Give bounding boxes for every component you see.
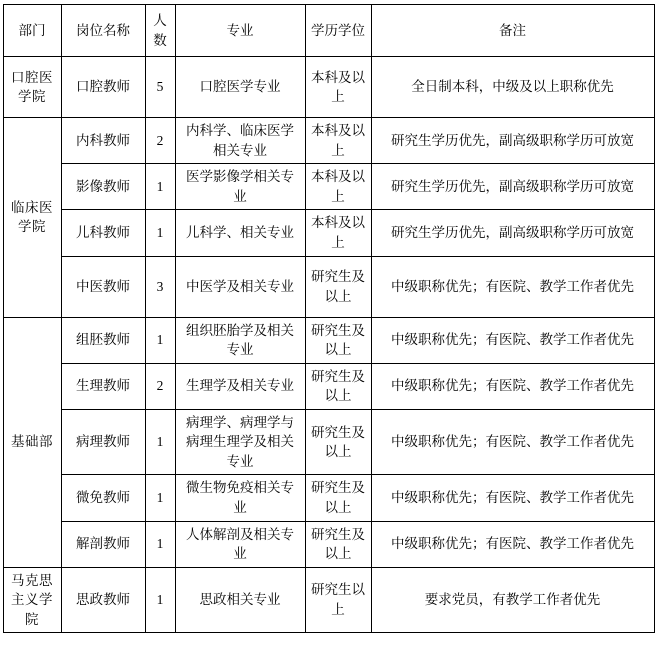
cell-number: 2 — [145, 363, 175, 409]
cell-number: 1 — [145, 164, 175, 210]
cell-post: 病理教师 — [61, 409, 145, 475]
cell-education: 研究生以上 — [305, 567, 371, 633]
column-header-post: 岗位名称 — [61, 5, 145, 57]
cell-education: 研究生及以上 — [305, 521, 371, 567]
cell-post: 微免教师 — [61, 475, 145, 521]
cell-major: 内科学、临床医学相关专业 — [175, 118, 305, 164]
column-header-major: 专业 — [175, 5, 305, 57]
cell-note: 中级职称优先；有医院、教学工作者优先 — [371, 409, 654, 475]
column-header-dept: 部门 — [3, 5, 61, 57]
table-row — [3, 118, 654, 164]
cell-number: 5 — [145, 57, 175, 118]
cell-post: 内科教师 — [61, 118, 145, 164]
cell-number: 1 — [145, 475, 175, 521]
table-header-row — [3, 5, 654, 57]
cell-number: 1 — [145, 317, 175, 363]
column-header-note: 备注 — [371, 5, 654, 57]
cell-department: 马克思主义学院 — [3, 567, 61, 633]
cell-note: 研究生学历优先，副高级职称学历可放宽 — [371, 210, 654, 256]
cell-education: 本科及以上 — [305, 164, 371, 210]
cell-number: 2 — [145, 118, 175, 164]
table-row — [3, 256, 654, 317]
cell-education: 本科及以上 — [305, 57, 371, 118]
cell-education: 研究生及以上 — [305, 409, 371, 475]
cell-major: 医学影像学相关专业 — [175, 164, 305, 210]
table-header — [3, 5, 654, 57]
table-row — [3, 409, 654, 475]
table-row — [3, 363, 654, 409]
table-row — [3, 475, 654, 521]
cell-post: 影像教师 — [61, 164, 145, 210]
table-row — [3, 317, 654, 363]
cell-number: 3 — [145, 256, 175, 317]
cell-education: 本科及以上 — [305, 210, 371, 256]
cell-major: 病理学、病理学与病理生理学及相关专业 — [175, 409, 305, 475]
cell-department: 临床医学院 — [3, 118, 61, 317]
cell-education: 本科及以上 — [305, 118, 371, 164]
cell-education: 研究生及以上 — [305, 256, 371, 317]
table-body — [3, 57, 654, 633]
cell-note: 中级职称优先；有医院、教学工作者优先 — [371, 317, 654, 363]
column-header-num: 人数 — [145, 5, 175, 57]
cell-number: 1 — [145, 567, 175, 633]
cell-post: 组胚教师 — [61, 317, 145, 363]
cell-major: 组织胚胎学及相关专业 — [175, 317, 305, 363]
cell-note: 研究生学历优先，副高级职称学历可放宽 — [371, 118, 654, 164]
cell-education: 研究生及以上 — [305, 363, 371, 409]
table-row — [3, 210, 654, 256]
cell-post: 中医教师 — [61, 256, 145, 317]
cell-major: 儿科学、相关专业 — [175, 210, 305, 256]
cell-post: 儿科教师 — [61, 210, 145, 256]
cell-note: 中级职称优先；有医院、教学工作者优先 — [371, 521, 654, 567]
cell-post: 口腔教师 — [61, 57, 145, 118]
table-row — [3, 57, 654, 118]
cell-note: 研究生学历优先，副高级职称学历可放宽 — [371, 164, 654, 210]
table-row — [3, 164, 654, 210]
cell-note: 全日制本科，中级及以上职称优先 — [371, 57, 654, 118]
table-row — [3, 567, 654, 633]
cell-note: 中级职称优先；有医院、教学工作者优先 — [371, 363, 654, 409]
cell-note: 要求党员，有教学工作者优先 — [371, 567, 654, 633]
cell-department: 口腔医学院 — [3, 57, 61, 118]
cell-major: 微生物免疫相关专业 — [175, 475, 305, 521]
cell-number: 1 — [145, 521, 175, 567]
cell-department: 基础部 — [3, 317, 61, 567]
cell-major: 人体解剖及相关专业 — [175, 521, 305, 567]
cell-major: 生理学及相关专业 — [175, 363, 305, 409]
recruitment-table — [3, 4, 655, 633]
cell-education: 研究生及以上 — [305, 475, 371, 521]
cell-major: 中医学及相关专业 — [175, 256, 305, 317]
cell-major: 口腔医学专业 — [175, 57, 305, 118]
cell-education: 研究生及以上 — [305, 317, 371, 363]
cell-post: 思政教师 — [61, 567, 145, 633]
cell-post: 生理教师 — [61, 363, 145, 409]
cell-number: 1 — [145, 210, 175, 256]
table-row — [3, 521, 654, 567]
cell-note: 中级职称优先；有医院、教学工作者优先 — [371, 256, 654, 317]
cell-post: 解剖教师 — [61, 521, 145, 567]
cell-major: 思政相关专业 — [175, 567, 305, 633]
column-header-education: 学历学位 — [305, 5, 371, 57]
cell-note: 中级职称优先；有医院、教学工作者优先 — [371, 475, 654, 521]
cell-number: 1 — [145, 409, 175, 475]
